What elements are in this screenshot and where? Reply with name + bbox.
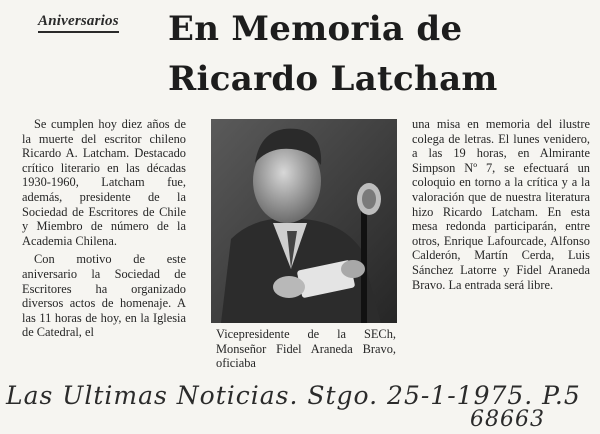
portrait-image xyxy=(211,119,397,323)
photo-caption: Vicepresidente de la SECh, Monseñor Fidel Araneda Bravo, oficiaba xyxy=(216,327,396,371)
handwritten-catalog-number: 68663 xyxy=(470,407,545,432)
paragraph: una misa en memoria del ilustre colega de letras. El lunes venidero, a las 19 horas, en Almirante Simpson Nº 7, se efectuará un coloquio en torno a la crítica y a la valoración que de nuestra literatura hizo Ricardo Latcham. En esta mesa redonda participarán, entre otros, Enrique Lafourcade, Alfonso Calderón, Martín Cerda, Luis Sánchez Latorre y Fidel Araneda Bravo. La entrada será libre. xyxy=(412,117,590,292)
headline-line-1: En Memoria de xyxy=(168,9,463,49)
portrait-photo xyxy=(211,119,397,323)
right-column xyxy=(412,117,590,296)
left-column xyxy=(22,117,186,344)
section-label: Aniversarios xyxy=(38,13,119,33)
paragraph: Se cumplen hoy diez años de la muerte del escritor chileno Ricardo A. Latcham. Destacado crítico literario en las décadas 1930-1960, Latcham fue, además, presidente de la Sociedad de Escritores de Chile y Miembro de número de la Academia Chilena. xyxy=(22,117,186,248)
headline xyxy=(168,4,588,104)
paragraph: Con motivo de este aniversario la Sociedad de Escritores ha organizado diversos actos de homenaje. A las 11 horas de hoy, en la Iglesia de Catedral, el xyxy=(22,252,186,340)
handwritten-source-note: Las Ultimas Noticias. Stgo. 25-1-1975. P.5 xyxy=(6,381,581,410)
headline-line-2: Ricardo Latcham xyxy=(168,59,498,99)
